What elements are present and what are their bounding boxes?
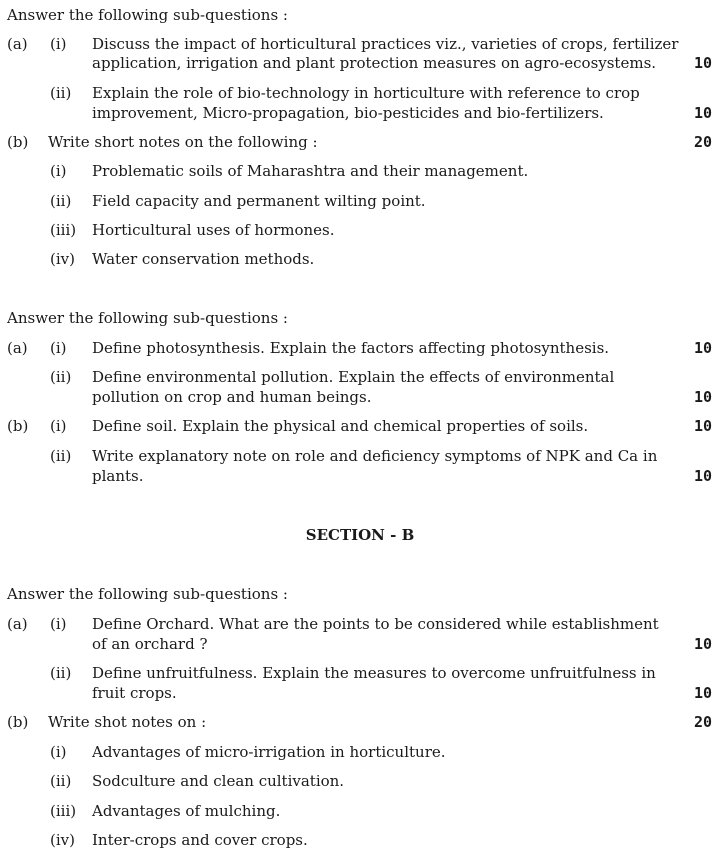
q1-a-ii-label: (ii) bbox=[50, 84, 72, 102]
q3-a-i-line1: Define Orchard. What are the points to be considered while establishment bbox=[92, 615, 659, 633]
q1-a-i-line2: application, irrigation and plant protection measures on agro-ecosystems. bbox=[92, 54, 657, 72]
q2-a-ii-line1: Define environmental pollution. Explain the effects of environmental bbox=[92, 368, 615, 386]
q2-b-ii-line2: plants. bbox=[92, 467, 144, 485]
q1-b-item-text: Problematic soils of Maharashtra and their management. bbox=[92, 162, 529, 180]
q3-b-item-text: Advantages of mulching. bbox=[92, 802, 281, 820]
q3-b-label: (b) bbox=[7, 713, 29, 731]
q1-b-marks: 20 bbox=[693, 133, 712, 151]
q2-a-label: (a) bbox=[7, 339, 28, 357]
q1-a-ii-line2: improvement, Micro-propagation, bio-pesticides and bio-fertilizers. bbox=[92, 104, 604, 122]
q1-b-item-label: (i) bbox=[50, 162, 67, 180]
q2-a-i-text: Define photosynthesis. Explain the factors affecting photosynthesis. bbox=[92, 339, 610, 357]
q2-b-i-label: (i) bbox=[50, 417, 67, 435]
q1-b-item-text: Water conservation methods. bbox=[92, 250, 315, 268]
q1-intro: Answer the following sub-questions : bbox=[7, 6, 288, 24]
q3-a-ii-line2: fruit crops. bbox=[92, 684, 177, 702]
q2-b-ii-label: (ii) bbox=[50, 447, 72, 465]
q2-b-ii-marks: 10 bbox=[693, 467, 712, 485]
q2-b-i-text: Define soil. Explain the physical and chemical properties of soils. bbox=[92, 417, 589, 435]
q3-b-item-label: (iv) bbox=[50, 831, 75, 849]
q2-a-ii-marks: 10 bbox=[693, 388, 712, 406]
q3-a-i-label: (i) bbox=[50, 615, 67, 633]
q2-intro: Answer the following sub-questions : bbox=[7, 309, 288, 327]
q2-a-ii-label: (ii) bbox=[50, 368, 72, 386]
q3-a-ii-label: (ii) bbox=[50, 664, 72, 682]
q3-b-item-label: (i) bbox=[50, 743, 67, 761]
q3-intro: Answer the following sub-questions : bbox=[7, 585, 288, 603]
q3-b-item-label: (ii) bbox=[50, 772, 72, 790]
q1-b-text: Write short notes on the following : bbox=[48, 133, 318, 151]
q1-b-item-text: Field capacity and permanent wilting point. bbox=[92, 192, 426, 210]
q1-b-item-label: (iv) bbox=[50, 250, 75, 268]
q3-b-item-label: (iii) bbox=[50, 802, 77, 820]
q1-b-item-text: Horticultural uses of hormones. bbox=[92, 221, 335, 239]
q1-a-i-marks: 10 bbox=[693, 54, 712, 72]
q3-b-marks: 20 bbox=[693, 713, 712, 731]
q3-a-ii-marks: 10 bbox=[693, 684, 712, 702]
section-heading: SECTION - B bbox=[305, 526, 415, 544]
q3-a-label: (a) bbox=[7, 615, 28, 633]
q2-a-i-marks: 10 bbox=[693, 339, 712, 357]
q1-b-label: (b) bbox=[7, 133, 29, 151]
q1-a-label: (a) bbox=[7, 35, 28, 53]
q2-b-label: (b) bbox=[7, 417, 29, 435]
q2-b-i-marks: 10 bbox=[693, 417, 712, 435]
q3-a-i-line2: of an orchard ? bbox=[92, 635, 208, 653]
q1-b-item-label: (iii) bbox=[50, 221, 77, 239]
q1-a-i-line1: Discuss the impact of horticultural practices viz., varieties of crops, fertilizer bbox=[92, 35, 679, 53]
q2-b-ii-line1: Write explanatory note on role and deficiency symptoms of NPK and Ca in bbox=[92, 447, 658, 465]
q3-a-ii-line1: Define unfruitfulness. Explain the measures to overcome unfruitfulness in bbox=[92, 664, 656, 682]
q3-b-item-text: Inter-crops and cover crops. bbox=[92, 831, 308, 849]
q1-b-item-label: (ii) bbox=[50, 192, 72, 210]
q3-b-text: Write shot notes on : bbox=[48, 713, 207, 731]
q3-b-item-text: Advantages of micro-irrigation in horticulture. bbox=[92, 743, 446, 761]
q3-b-item-text: Sodculture and clean cultivation. bbox=[92, 772, 345, 790]
q2-a-ii-line2: pollution on crop and human beings. bbox=[92, 388, 372, 406]
q2-a-i-label: (i) bbox=[50, 339, 67, 357]
q1-a-ii-marks: 10 bbox=[693, 104, 712, 122]
q3-a-i-marks: 10 bbox=[693, 635, 712, 653]
q1-a-ii-line1: Explain the role of bio-technology in horticulture with reference to crop bbox=[92, 84, 640, 102]
q1-a-i-label: (i) bbox=[50, 35, 67, 53]
